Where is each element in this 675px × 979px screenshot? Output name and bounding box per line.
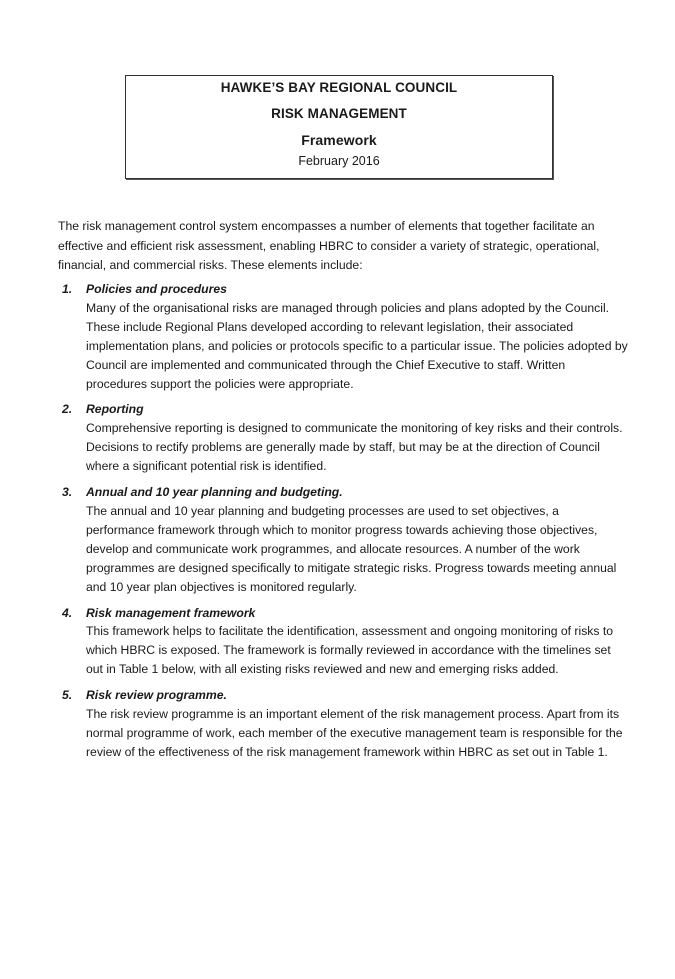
elements-list — [58, 280, 628, 762]
intro-paragraph: The risk management control system encompasses a number of elements that together facilitate an effective and efficient risk assessment, enabling HBRC to consider a variety of strategic, operational, financial, and commercial risks. These elements include: — [58, 219, 600, 273]
item-body: Many of the organisational risks are managed through policies and plans adopted by the Council. These include Regional Plans developed according to relevant legislation, their associated implementation plans, and policies or protocols specific to a particular issue. The policies adopted by Council are implemented and communicated through the Chief Executive to staff. Written procedures support the policies were appropriate. — [86, 300, 628, 391]
item-body: The annual and 10 year planning and budgeting processes are used to set objectives, a performance framework through which to monitor progress towards achieving those objectives, develop and communicate work programmes, and allocate resources. A number of the work programmes are designed specifically to mitigate strategic risks. Progress towards meeting annual and 10 year plan objectives is monitored regularly. — [86, 503, 617, 594]
item-body: The risk review programme is an important element of the risk management process. Apart from its normal programme of work, each member of the executive management team is responsible for the review of the effectiveness of the risk management framework within HBRC as set out in Table 1. — [86, 707, 623, 759]
list-item — [58, 686, 628, 762]
document-subject: RISK MANAGEMENT — [271, 106, 407, 121]
item-body: This framework helps to facilitate the identification, assessment and ongoing monitoring of risks to which HBRC is exposed. The framework is formally reviewed in accordance with the timelines set out in Table 1 below, with all existing risks reviewed and new and emerging risks added. — [86, 624, 614, 677]
item-number: 5. — [62, 688, 73, 703]
title-box — [125, 75, 553, 179]
item-number: 1. — [62, 282, 73, 296]
list-item — [58, 400, 628, 476]
item-heading: Risk management framework — [86, 605, 256, 620]
document-type: Framework — [301, 132, 377, 148]
item-number: 4. — [62, 605, 73, 620]
item-heading: Policies and procedures — [86, 282, 227, 296]
item-number: 2. — [62, 402, 73, 417]
item-body: Comprehensive reporting is designed to communicate the monitoring of key risks and their controls. Decisions to rectify problems are generally made by staff, but may be at the direction of Council where a significant potential risk is identified. — [86, 421, 623, 474]
item-heading: Risk review programme. — [86, 688, 227, 703]
item-heading: Reporting — [86, 402, 144, 417]
document-date: February 2016 — [298, 154, 380, 168]
list-item — [58, 280, 628, 393]
organisation-title: HAWKE’S BAY REGIONAL COUNCIL — [220, 80, 458, 95]
list-item — [58, 604, 628, 680]
item-heading: Annual and 10 year planning and budgeting. — [86, 485, 343, 500]
list-item — [58, 483, 628, 596]
item-number: 3. — [62, 485, 73, 500]
